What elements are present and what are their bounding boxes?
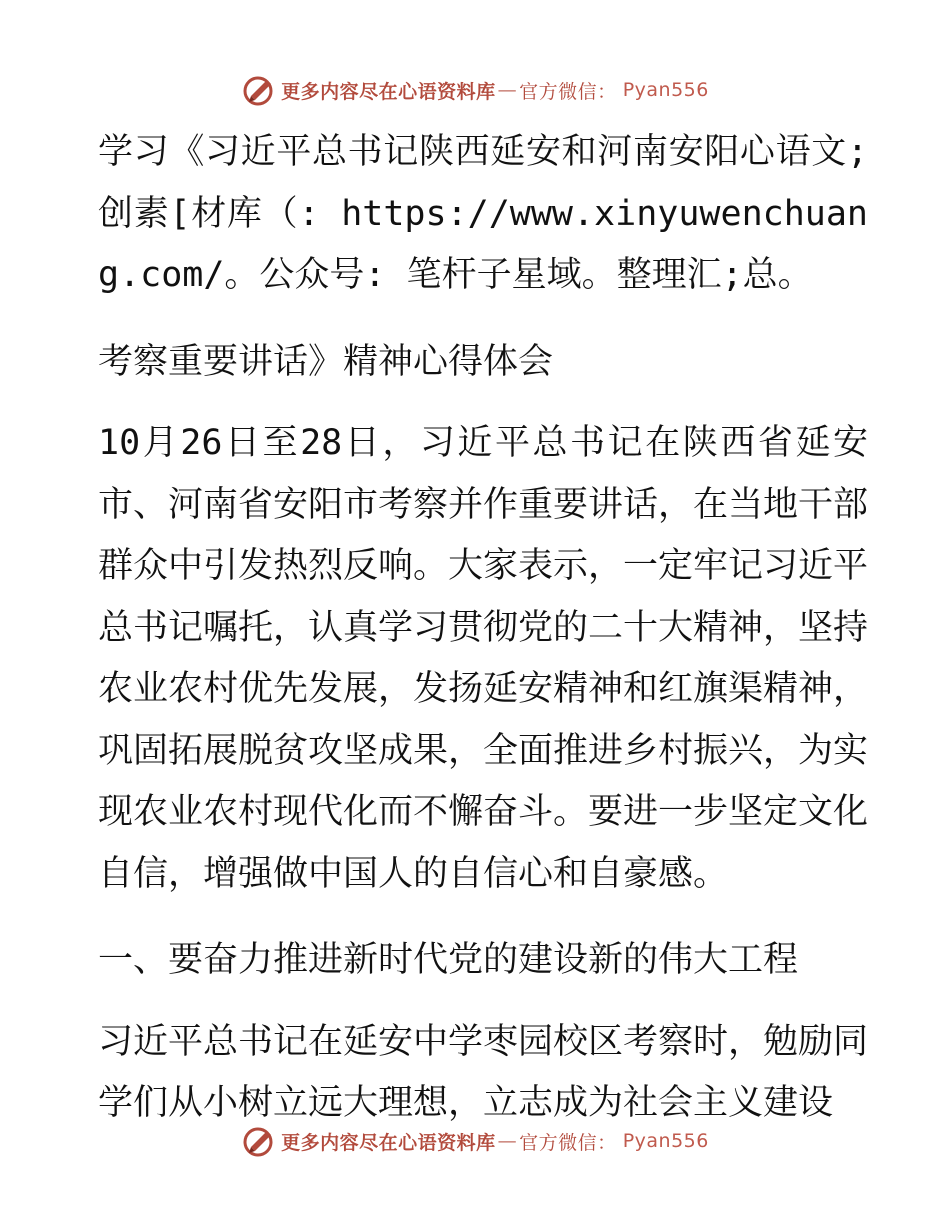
watermark-wechat-id: Pyan556 — [622, 79, 709, 101]
footer-watermark — [0, 1123, 950, 1159]
pen-logo-icon — [241, 72, 277, 108]
section-heading-1: 一、要奋力推进新时代党的建设新的伟大工程 — [98, 940, 799, 980]
watermark-text: 更多内容尽在心语资料库 — [281, 80, 496, 103]
watermark-wechat-id: Pyan556 — [622, 1130, 709, 1152]
paragraph-title-part1: 学习《习近平总书记陕西延安和河南安阳心语文;创素[材库（: https://www.xinyuwenchuang.com/。公众号: 笔杆子星域。整理汇;总。 — [98, 132, 868, 295]
watermark-separator: — — [497, 1130, 518, 1152]
watermark-official-label: 官方微信： — [519, 80, 617, 103]
header-watermark — [0, 72, 950, 108]
watermark-official-label: 官方微信： — [519, 1131, 617, 1154]
watermark-separator: — — [497, 79, 518, 101]
watermark-text: 更多内容尽在心语资料库 — [281, 1131, 496, 1154]
paragraph-title-part2: 考察重要讲话》精神心得体会 — [98, 341, 554, 382]
paragraph-intro: 10月26日至28日，习近平总书记在陕西省延安市、河南省安阳市考察并作重要讲话，在当地干部群众中引发热烈反响。大家表示，一定牢记习近平总书记嘱托，认真学习贯彻党的二十大精神，坚持农业农村优先发展，发扬延安精神和红旗渠精神，巩固拓展脱贫攻坚成果，全面推进乡村振兴，为实现农业农村现代化而不懈奋斗。要进一步坚定文化自信，增强做中国人的自信心和自豪感。 — [98, 423, 869, 894]
paragraph-section-1: 习近平总书记在延安中学枣园校区考察时，勉励同学们从小树立远大理想，立志成为社会主义建设 — [98, 1021, 869, 1123]
document-body — [98, 122, 868, 1160]
pen-logo-icon — [241, 1123, 277, 1159]
